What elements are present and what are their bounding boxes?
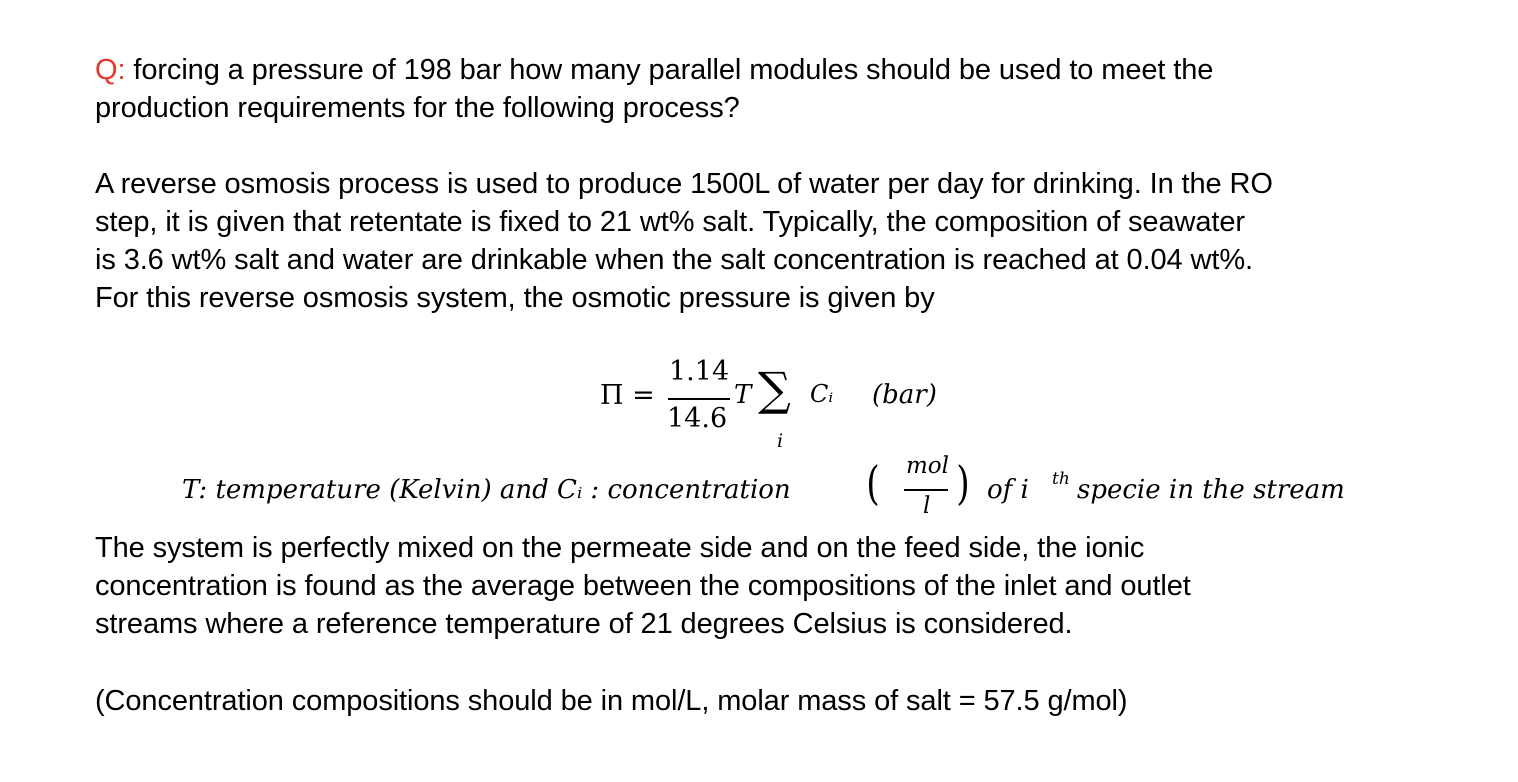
problem-line-2: step, it is given that retentate is fixed to 21 wt% salt. Typically, the composition of seawater bbox=[95, 206, 1245, 238]
definitions-part-3: specie in the stream bbox=[1077, 475, 1345, 505]
definitions-part-2: of i bbox=[987, 475, 1029, 505]
left-paren: ( bbox=[866, 456, 880, 510]
equation-concentration: Cᵢ bbox=[810, 380, 834, 408]
question-label: Q: bbox=[95, 54, 126, 86]
definitions-part-1: T: temperature (Kelvin) and Cᵢ : concentration bbox=[182, 475, 791, 505]
unit-fraction-bar bbox=[904, 489, 948, 491]
note-block bbox=[95, 682, 1475, 720]
question-line-2: production requirements for the following process? bbox=[95, 92, 740, 124]
problem-line-4: For this reverse osmosis system, the osmotic pressure is given by bbox=[95, 282, 935, 314]
problem-line-3: is 3.6 wt% salt and water are drinkable when the salt concentration is reached at 0.04 wt%. bbox=[95, 244, 1253, 276]
problem-line-1: A reverse osmosis process is used to produce 1500L of water per day for drinking. In the RO bbox=[95, 168, 1273, 200]
right-paren: ) bbox=[956, 456, 970, 510]
fraction-bar bbox=[668, 398, 730, 400]
equation-numerator: 1.14 bbox=[669, 356, 730, 387]
variable-definitions bbox=[182, 455, 1382, 530]
unit-denominator: l bbox=[923, 493, 931, 519]
equation-temperature: T bbox=[734, 380, 752, 410]
summation-symbol: ∑ bbox=[758, 362, 791, 416]
system-line-1: The system is perfectly mixed on the permeate side and on the feed side, the ionic bbox=[95, 532, 1145, 564]
system-block bbox=[95, 529, 1475, 643]
definitions-superscript: th bbox=[1052, 469, 1070, 489]
system-line-3: streams where a reference temperature of 21 degrees Celsius is considered. bbox=[95, 608, 1073, 640]
unit-numerator: mol bbox=[906, 453, 950, 479]
equation-unit: (bar) bbox=[872, 380, 937, 410]
summation-index: i bbox=[777, 430, 784, 452]
note-text: (Concentration compositions should be in mol/L, molar mass of salt = 57.5 g/mol) bbox=[95, 685, 1128, 717]
equation-denominator: 14.6 bbox=[667, 403, 728, 434]
question-text-1: forcing a pressure of 198 bar how many parallel modules should be used to meet the bbox=[125, 54, 1214, 86]
question-block bbox=[95, 51, 1475, 127]
question-line-1 bbox=[95, 51, 1475, 89]
equation-lhs: Π = bbox=[600, 380, 655, 411]
problem-block bbox=[95, 165, 1475, 317]
system-line-2: concentration is found as the average between the compositions of the inlet and outlet bbox=[95, 570, 1191, 602]
